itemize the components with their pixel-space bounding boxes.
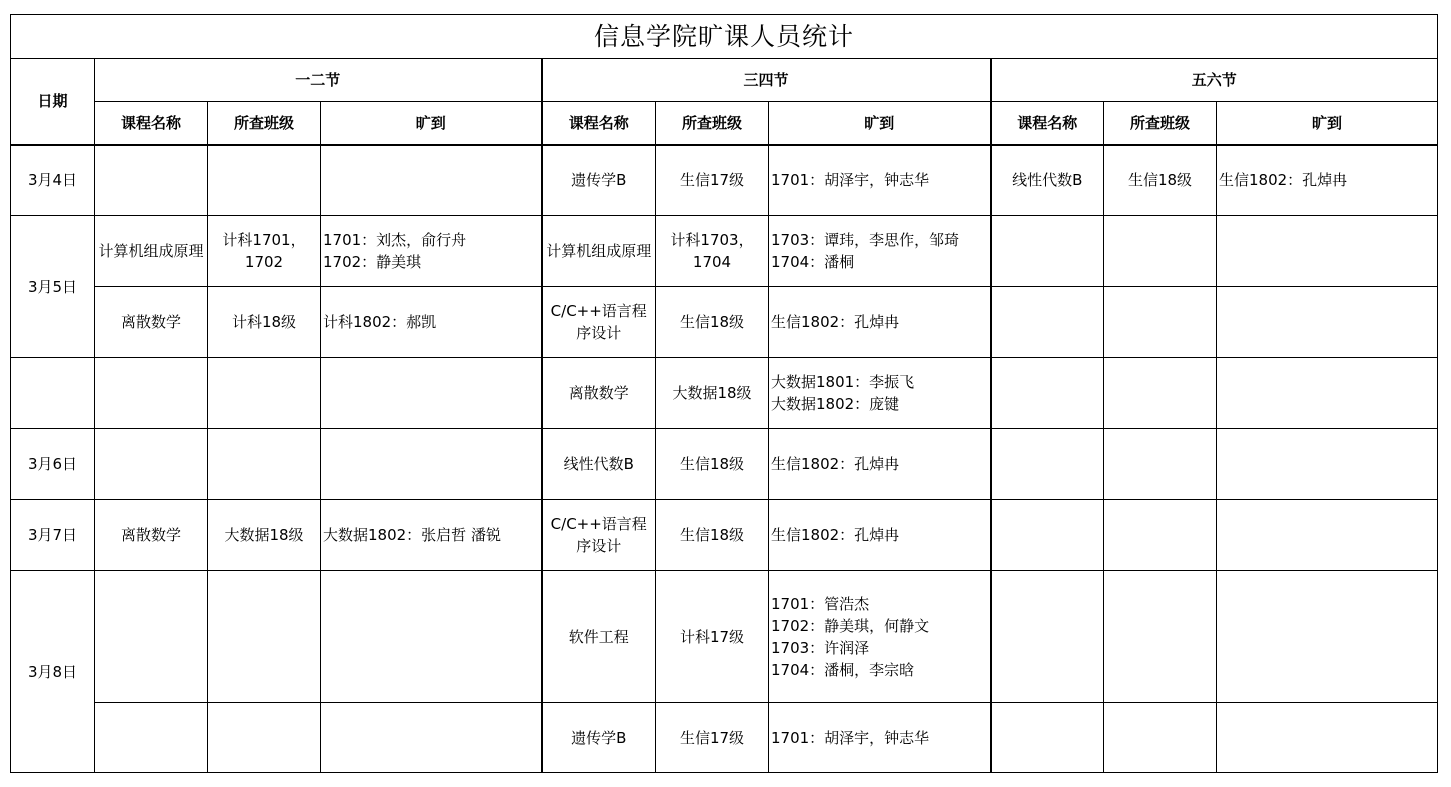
absent-cell[interactable]: [321, 216, 542, 287]
class-cell[interactable]: 生信18级: [656, 287, 769, 358]
class-cell[interactable]: 大数据18级: [656, 358, 769, 429]
class-cell[interactable]: [208, 571, 321, 703]
absent-cell[interactable]: [321, 145, 542, 216]
class-cell[interactable]: [1104, 703, 1217, 773]
absent-line: 大数据1802：庞键: [771, 395, 900, 413]
course-cell[interactable]: 软件工程: [542, 571, 656, 703]
absent-cell[interactable]: 计科1802：郝凯: [321, 287, 542, 358]
absent-cell[interactable]: 1701：胡泽宇，钟志华: [769, 145, 991, 216]
class-cell[interactable]: [1104, 287, 1217, 358]
absent-cell[interactable]: 大数据1802：张启哲 潘锐: [321, 500, 542, 571]
table-row: [11, 216, 1438, 287]
course-cell[interactable]: 计算机组成原理: [542, 216, 656, 287]
header-course[interactable]: 课程名称: [95, 102, 208, 145]
absent-line: 1703：许润泽: [771, 638, 870, 657]
header-session-2[interactable]: 三四节: [542, 59, 991, 102]
date-cell[interactable]: 3月4日: [11, 145, 95, 216]
class-cell[interactable]: [208, 145, 321, 216]
class-cell[interactable]: [208, 429, 321, 500]
absent-line: 大数据1801：李振飞: [771, 373, 915, 391]
absent-cell[interactable]: [321, 703, 542, 773]
course-cell[interactable]: [991, 216, 1104, 287]
class-cell[interactable]: [1104, 500, 1217, 571]
class-cell[interactable]: 计科1703，1704: [656, 216, 769, 287]
class-cell[interactable]: [1104, 429, 1217, 500]
date-cell[interactable]: 3月7日: [11, 500, 95, 571]
absent-line: 1702：静美琪，何静文: [771, 616, 930, 635]
date-cell[interactable]: 3月8日: [11, 571, 95, 773]
absent-cell[interactable]: [1217, 216, 1438, 287]
course-cell[interactable]: 离散数学: [95, 500, 208, 571]
course-cell[interactable]: [991, 287, 1104, 358]
absent-cell[interactable]: [321, 571, 542, 703]
absent-cell[interactable]: [1217, 358, 1438, 429]
course-cell[interactable]: 离散数学: [95, 287, 208, 358]
absent-cell[interactable]: [1217, 500, 1438, 571]
header-session-1[interactable]: 一二节: [95, 59, 542, 102]
class-cell[interactable]: 生信17级: [656, 145, 769, 216]
absent-line: 1704：潘桐，李宗晗: [771, 660, 915, 679]
course-cell[interactable]: [991, 571, 1104, 703]
table-row: [11, 703, 1438, 773]
absent-cell[interactable]: [769, 571, 991, 703]
absent-cell[interactable]: [1217, 287, 1438, 358]
absent-cell[interactable]: [769, 358, 991, 429]
header-class[interactable]: 所查班级: [1104, 102, 1217, 145]
absent-cell[interactable]: 1701：胡泽宇，钟志华: [769, 703, 991, 773]
class-cell[interactable]: [208, 703, 321, 773]
class-cell[interactable]: 计科1701，1702: [208, 216, 321, 287]
header-class[interactable]: 所查班级: [208, 102, 321, 145]
course-cell[interactable]: 遗传学B: [542, 145, 656, 216]
table-title[interactable]: 信息学院旷课人员统计: [11, 15, 1438, 59]
date-cell[interactable]: [11, 358, 95, 429]
class-cell[interactable]: 计科18级: [208, 287, 321, 358]
absent-line: 1704：潘桐: [771, 253, 855, 271]
absent-line: 1701：刘杰，俞行舟: [323, 231, 467, 249]
course-cell[interactable]: [95, 703, 208, 773]
course-cell[interactable]: [95, 358, 208, 429]
course-cell[interactable]: [991, 358, 1104, 429]
date-cell[interactable]: 3月6日: [11, 429, 95, 500]
absent-cell[interactable]: [1217, 571, 1438, 703]
class-cell[interactable]: 生信17级: [656, 703, 769, 773]
absence-table: [10, 14, 1438, 773]
class-cell[interactable]: 大数据18级: [208, 500, 321, 571]
absent-cell[interactable]: [321, 429, 542, 500]
course-cell[interactable]: 线性代数B: [991, 145, 1104, 216]
header-course[interactable]: 课程名称: [991, 102, 1104, 145]
table-row: [11, 571, 1438, 703]
table-row: [11, 358, 1438, 429]
header-course[interactable]: 课程名称: [542, 102, 656, 145]
table-row: [11, 287, 1438, 358]
course-cell[interactable]: 遗传学B: [542, 703, 656, 773]
table-row: [11, 145, 1438, 216]
course-cell[interactable]: [991, 429, 1104, 500]
absent-cell[interactable]: 生信1802：孔焯冉: [769, 429, 991, 500]
header-class[interactable]: 所查班级: [656, 102, 769, 145]
class-cell[interactable]: 生信18级: [1104, 145, 1217, 216]
table-row: [11, 429, 1438, 500]
absent-cell[interactable]: [769, 216, 991, 287]
course-cell[interactable]: 离散数学: [542, 358, 656, 429]
header-session-3[interactable]: 五六节: [991, 59, 1438, 102]
class-cell[interactable]: [1104, 571, 1217, 703]
class-cell[interactable]: 计科17级: [656, 571, 769, 703]
absent-line: 1702：静美琪: [323, 253, 422, 271]
absent-line: 1703：谭玮，李思作，邹琦: [771, 231, 960, 249]
class-cell[interactable]: [1104, 358, 1217, 429]
absent-line: 1701：管浩杰: [771, 594, 870, 613]
course-cell[interactable]: [95, 429, 208, 500]
absent-cell[interactable]: [1217, 429, 1438, 500]
class-cell[interactable]: 生信18级: [656, 429, 769, 500]
header-date[interactable]: 日期: [11, 59, 95, 145]
header-absent[interactable]: 旷到: [1217, 102, 1438, 145]
course-cell[interactable]: 计算机组成原理: [95, 216, 208, 287]
absent-cell[interactable]: 生信1802：孔焯冉: [769, 500, 991, 571]
course-cell[interactable]: [991, 500, 1104, 571]
course-cell[interactable]: [991, 703, 1104, 773]
class-cell[interactable]: 生信18级: [656, 500, 769, 571]
date-cell[interactable]: 3月5日: [11, 216, 95, 358]
course-cell[interactable]: [95, 145, 208, 216]
course-cell[interactable]: 线性代数B: [542, 429, 656, 500]
course-cell[interactable]: [95, 571, 208, 703]
absent-cell[interactable]: [1217, 703, 1438, 773]
class-cell[interactable]: [1104, 216, 1217, 287]
course-cell[interactable]: C/C++语言程序设计: [542, 500, 656, 571]
course-cell[interactable]: C/C++语言程序设计: [542, 287, 656, 358]
class-cell[interactable]: [208, 358, 321, 429]
header-absent[interactable]: 旷到: [769, 102, 991, 145]
absent-cell[interactable]: [321, 358, 542, 429]
absent-cell[interactable]: 生信1802：孔焯冉: [769, 287, 991, 358]
table-row: [11, 500, 1438, 571]
header-absent[interactable]: 旷到: [321, 102, 542, 145]
absent-cell[interactable]: 生信1802：孔焯冉: [1217, 145, 1438, 216]
